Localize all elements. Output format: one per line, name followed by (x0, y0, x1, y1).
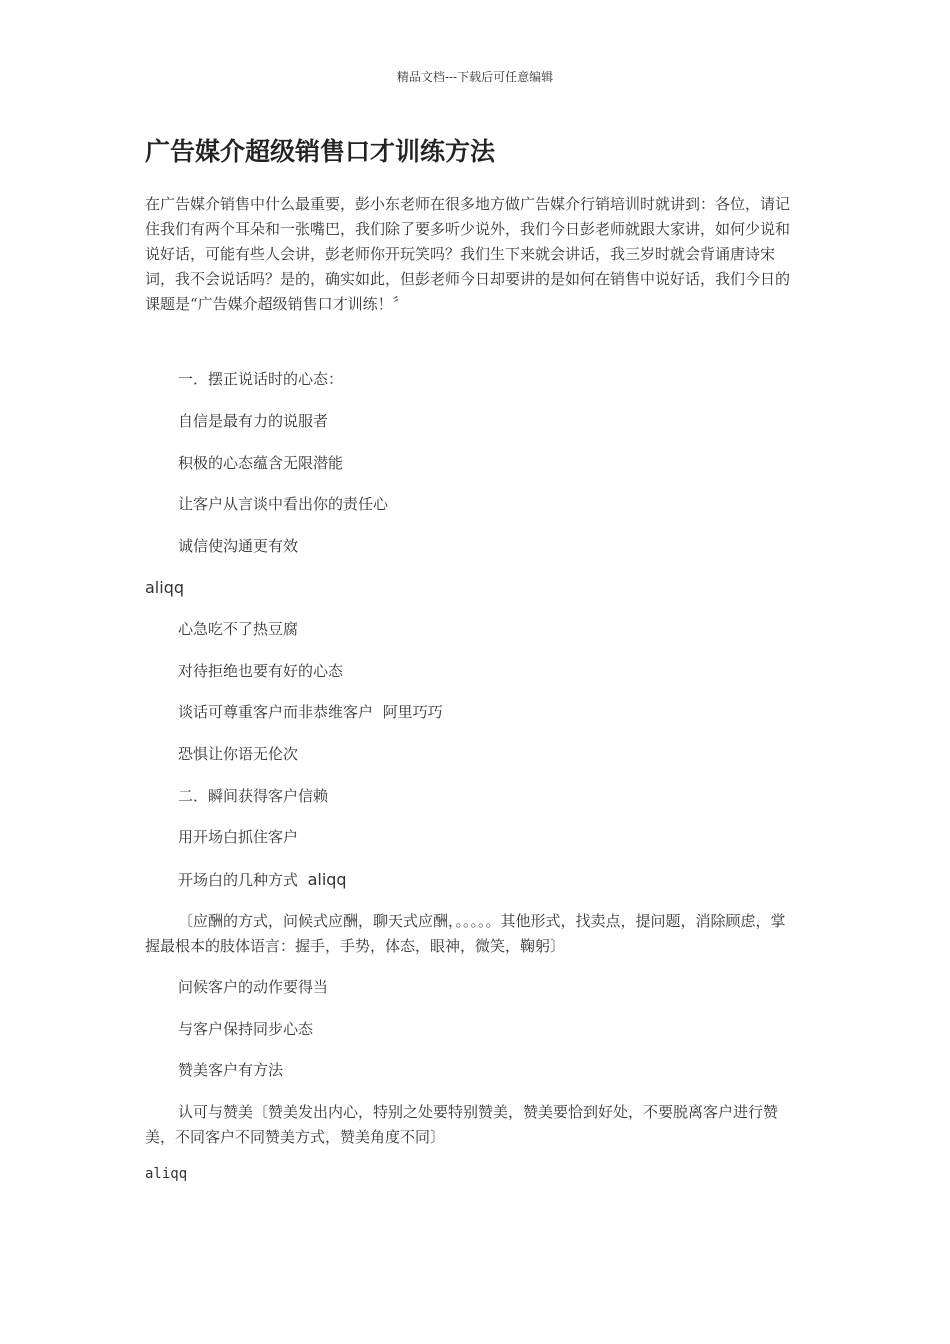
list-item-text: 谈话可尊重客户而非恭维客户 (178, 703, 374, 721)
list-item-tail: aliqq (307, 870, 347, 889)
list-item (145, 700, 800, 725)
aliqq-text: aliqq (145, 1166, 188, 1182)
list-item (145, 867, 800, 893)
aliqq-text: aliqq (145, 578, 185, 597)
list-item: 恐惧让你语无伦次 (178, 745, 299, 763)
list-item: 诚信使沟通更有效 (178, 537, 299, 555)
list-item: 与客户保持同步心态 (178, 1020, 314, 1038)
intro-paragraph: 在广告媒介销售中什么最重要，彭小东老师在很多地方做广告媒介行销培训时就讲到：各位，请记住我们有两个耳朵和一张嘴巴，我们除了要多听少说外，我们今日彭老师就跟大家讲，如何少说和说好话，可能有些人会讲，彭老师你开玩笑吗？我们生下来就会讲话，我三岁时就会背诵唐诗宋词，我不会说话吗？是的，确实如此，但彭老师今日却要讲的是如何在销售中说好话，我们今日的课题是“广告媒介超级销售口才训练！〞 (145, 195, 791, 313)
list-item-tail: 阿里巧巧 (382, 703, 443, 721)
document-title: 广告媒介超级销售口才训练方法 (145, 137, 496, 166)
section-heading-1: 一．摆正说话时的心态： (178, 370, 344, 388)
list-item: 对待拒绝也要有好的心态 (178, 662, 344, 680)
page-header: 精品文档---下载后可任意编辑 (396, 70, 554, 84)
list-item: 问候客户的动作要得当 (178, 978, 329, 996)
list-item: 积极的心态蕴含无限潜能 (178, 454, 344, 472)
paragraph: 认可与赞美〔赞美发出内心，特别之处要特别赞美，赞美要恰到好处，不要脱离客户进行赞美，不同客户不同赞美方式，赞美角度不同〕 (145, 1103, 779, 1146)
list-item-text: 开场白的几种方式 (178, 871, 299, 889)
list-item: 让客户从言谈中看出你的责任心 (178, 495, 389, 513)
list-item: 自信是最有力的说服者 (178, 412, 329, 430)
section-heading-2: 二．瞬间获得客户信赖 (178, 787, 329, 805)
list-item: 心急吃不了热豆腐 (178, 620, 299, 638)
paragraph: 〔应酬的方式，问候式应酬，聊天式应酬，。。。。。其他形式，找卖点，提问题，消除顾虑，掌握最根本的肢体语言：握手，手势，体态，眼神，微笑，鞠躬〕 (145, 912, 786, 955)
list-item: 赞美客户有方法 (178, 1061, 284, 1079)
list-item: 用开场白抓住客户 (178, 828, 299, 846)
